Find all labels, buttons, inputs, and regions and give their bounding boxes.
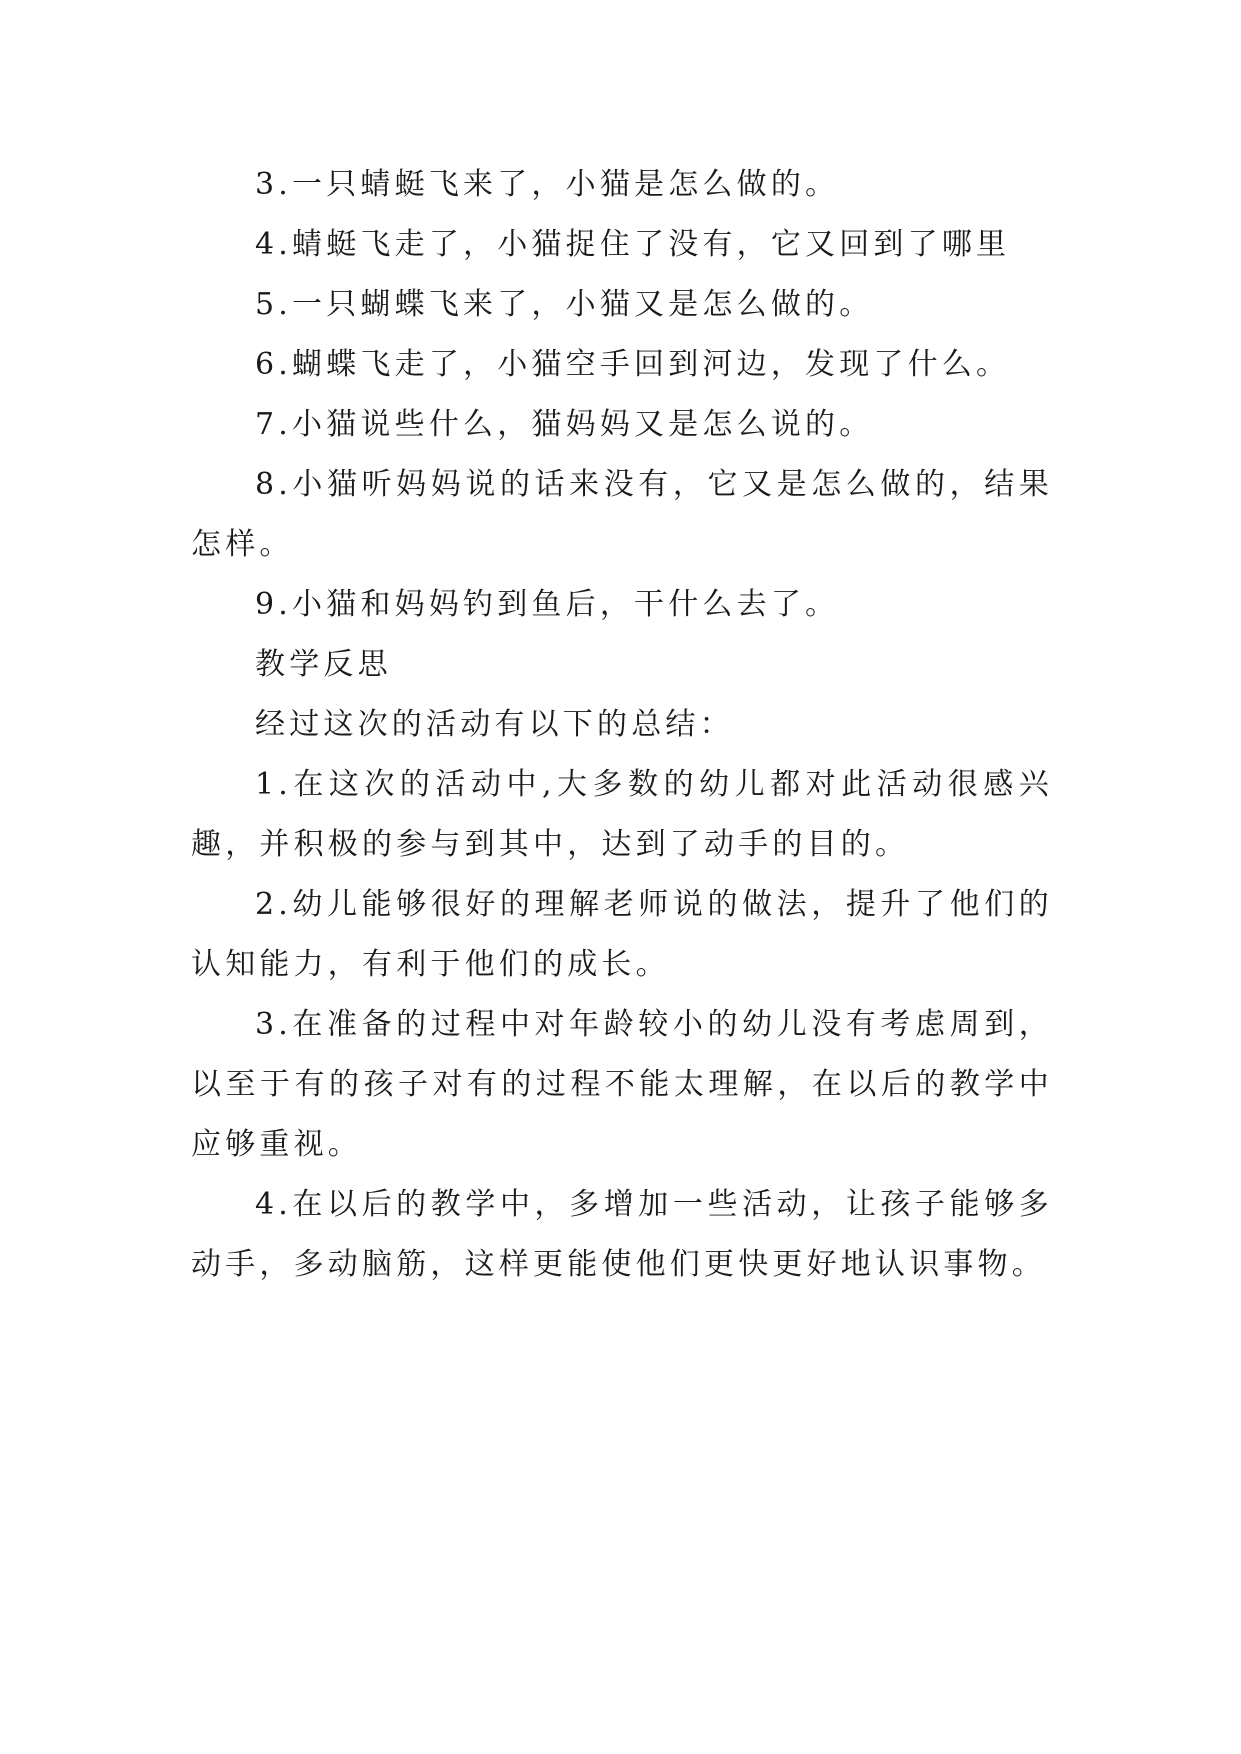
item-7-kitten-says: 7.小猫说些什么，猫妈妈又是怎么说的。 bbox=[255, 407, 874, 442]
section-heading-reflection: 教学反思 bbox=[255, 647, 392, 682]
summary-point-1: 1.在这次的活动中,大多数的幼儿都对此活动很感兴趣，并积极的参与到其中，达到了动手的目的。 bbox=[191, 767, 1053, 862]
item-6-butterfly-leaves: 6.蝴蝶飞走了，小猫空手回到河边，发现了什么。 bbox=[255, 347, 1011, 382]
item-8-kitten-listens: 8.小猫听妈妈说的话来没有，它又是怎么做的，结果怎样。 bbox=[191, 467, 1053, 562]
summary-point-4: 4.在以后的教学中，多增加一些活动，让孩子能够多动手，多动脑筋，这样更能使他们更快更好地认识事物。 bbox=[191, 1187, 1053, 1282]
item-5-butterfly-arrives: 5.一只蝴蝶飞来了，小猫又是怎么做的。 bbox=[255, 287, 874, 322]
item-3-dragonfly-arrives: 3.一只蜻蜓飞来了，小猫是怎么做的。 bbox=[255, 167, 840, 202]
document-page bbox=[191, 155, 1053, 1295]
item-9-after-fishing: 9.小猫和妈妈钓到鱼后，干什么去了。 bbox=[255, 587, 840, 622]
summary-point-3: 3.在准备的过程中对年龄较小的幼儿没有考虑周到，以至于有的孩子对有的过程不能太理解，在以后的教学中应够重视。 bbox=[191, 1007, 1053, 1162]
summary-point-2: 2.幼儿能够很好的理解老师说的做法，提升了他们的认知能力，有利于他们的成长。 bbox=[191, 887, 1053, 982]
summary-intro: 经过这次的活动有以下的总结： bbox=[255, 707, 734, 742]
item-4-dragonfly-leaves: 4.蜻蜓飞走了，小猫捉住了没有，它又回到了哪里 bbox=[255, 227, 1011, 262]
